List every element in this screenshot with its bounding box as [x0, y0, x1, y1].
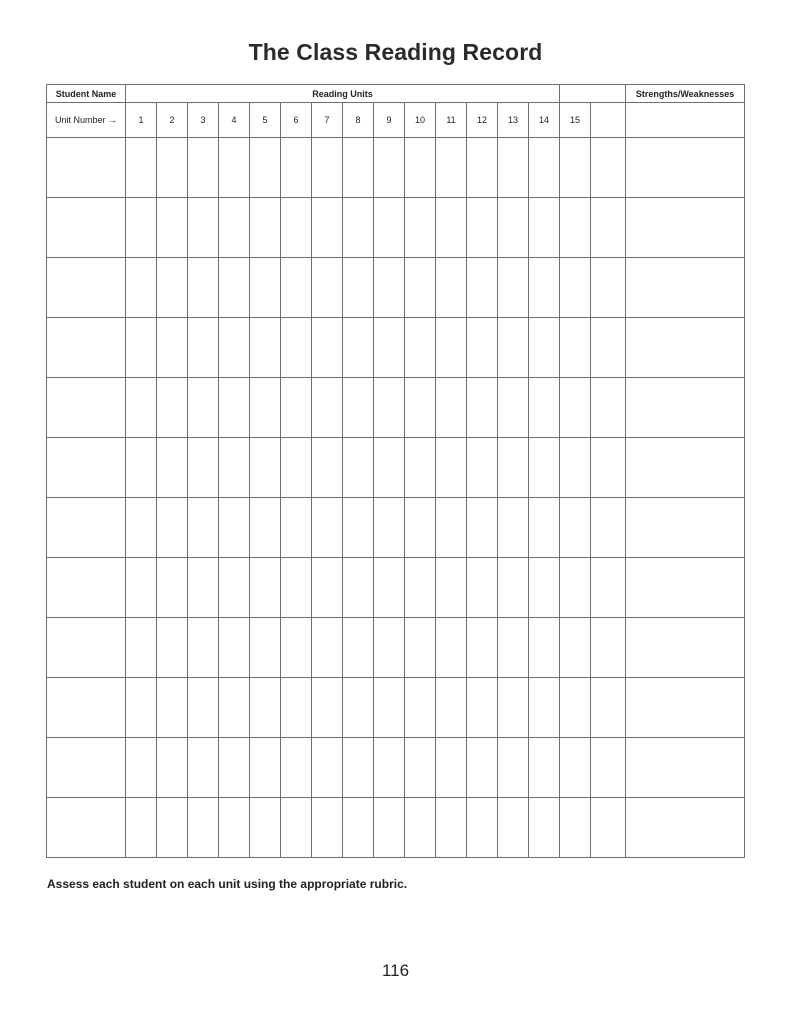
unit-score-cell	[529, 318, 560, 378]
unit-score-cell	[157, 378, 188, 438]
unit-number-cell: 2	[157, 103, 188, 138]
unit-number-cell: 13	[498, 103, 529, 138]
reading-units-header: Reading Units	[126, 85, 560, 103]
student-name-cell	[47, 378, 126, 438]
unit-score-cell	[467, 438, 498, 498]
strengths-weaknesses-cell	[626, 318, 745, 378]
unit-score-cell	[250, 618, 281, 678]
unit-score-cell	[529, 378, 560, 438]
unit-score-cell	[281, 738, 312, 798]
blank-cell	[591, 138, 626, 198]
strengths-weaknesses-cell	[626, 258, 745, 318]
unit-score-cell	[436, 618, 467, 678]
unit-score-cell	[529, 198, 560, 258]
blank-cell	[591, 318, 626, 378]
blank-cell	[591, 678, 626, 738]
unit-score-cell	[560, 258, 591, 318]
unit-number-cell: 7	[312, 103, 343, 138]
unit-score-cell	[498, 798, 529, 858]
unit-score-cell	[157, 798, 188, 858]
student-name-cell	[47, 438, 126, 498]
unit-score-cell	[188, 678, 219, 738]
unit-score-cell	[157, 558, 188, 618]
unit-score-cell	[281, 138, 312, 198]
unit-score-cell	[281, 378, 312, 438]
unit-score-cell	[529, 138, 560, 198]
unit-score-cell	[405, 798, 436, 858]
unit-score-cell	[374, 378, 405, 438]
unit-score-cell	[560, 378, 591, 438]
unit-score-cell	[343, 378, 374, 438]
unit-score-cell	[374, 438, 405, 498]
student-name-cell	[47, 498, 126, 558]
strengths-weaknesses-cell	[626, 378, 745, 438]
student-row	[47, 738, 745, 798]
unit-score-cell	[188, 498, 219, 558]
strengths-weaknesses-cell	[626, 798, 745, 858]
unit-number-cell: 15	[560, 103, 591, 138]
unit-number-cell: 1	[126, 103, 157, 138]
unit-score-cell	[405, 498, 436, 558]
unit-score-cell	[374, 138, 405, 198]
unit-score-cell	[312, 438, 343, 498]
unit-score-cell	[188, 378, 219, 438]
blank-header-cell	[560, 85, 626, 103]
unit-score-cell	[498, 618, 529, 678]
unit-score-cell	[219, 438, 250, 498]
unit-score-cell	[405, 378, 436, 438]
unit-score-cell	[374, 318, 405, 378]
student-row	[47, 618, 745, 678]
unit-score-cell	[126, 618, 157, 678]
unit-score-cell	[467, 558, 498, 618]
unit-number-cell: 10	[405, 103, 436, 138]
unit-score-cell	[219, 198, 250, 258]
unit-score-cell	[467, 258, 498, 318]
unit-score-cell	[436, 798, 467, 858]
strengths-weaknesses-header: Strengths/Weaknesses	[626, 85, 745, 103]
unit-score-cell	[405, 738, 436, 798]
unit-score-cell	[343, 198, 374, 258]
unit-score-cell	[312, 138, 343, 198]
unit-score-cell	[250, 678, 281, 738]
unit-score-cell	[281, 318, 312, 378]
blank-cell	[591, 738, 626, 798]
strengths-weaknesses-cell	[626, 678, 745, 738]
unit-score-cell	[219, 378, 250, 438]
unit-score-cell	[374, 498, 405, 558]
unit-score-cell	[157, 738, 188, 798]
unit-score-cell	[312, 738, 343, 798]
unit-score-cell	[560, 738, 591, 798]
unit-score-cell	[529, 498, 560, 558]
unit-score-cell	[405, 198, 436, 258]
strengths-weaknesses-cell	[626, 198, 745, 258]
unit-score-cell	[250, 258, 281, 318]
unit-score-cell	[405, 678, 436, 738]
unit-score-cell	[126, 138, 157, 198]
unit-score-cell	[219, 258, 250, 318]
unit-score-cell	[281, 678, 312, 738]
unit-score-cell	[374, 798, 405, 858]
unit-score-cell	[343, 618, 374, 678]
student-row	[47, 198, 745, 258]
unit-score-cell	[560, 138, 591, 198]
blank-cell	[591, 798, 626, 858]
blank-cell	[591, 198, 626, 258]
unit-score-cell	[250, 558, 281, 618]
unit-score-cell	[250, 378, 281, 438]
unit-score-cell	[529, 438, 560, 498]
unit-score-cell	[467, 618, 498, 678]
unit-score-cell	[188, 558, 219, 618]
unit-score-cell	[498, 318, 529, 378]
unit-score-cell	[343, 138, 374, 198]
unit-score-cell	[560, 678, 591, 738]
unit-score-cell	[281, 498, 312, 558]
unit-score-cell	[312, 258, 343, 318]
unit-score-cell	[560, 198, 591, 258]
unit-score-cell	[343, 258, 374, 318]
unit-score-cell	[343, 798, 374, 858]
unit-score-cell	[343, 318, 374, 378]
unit-score-cell	[374, 258, 405, 318]
unit-score-cell	[157, 318, 188, 378]
instruction-note: Assess each student on each unit using the appropriate rubric.	[47, 877, 408, 891]
strengths-weaknesses-cell	[626, 558, 745, 618]
blank-cell	[591, 498, 626, 558]
strengths-weaknesses-cell	[626, 138, 745, 198]
unit-score-cell	[467, 738, 498, 798]
unit-score-cell	[126, 498, 157, 558]
strengths-weaknesses-cell	[626, 438, 745, 498]
unit-score-cell	[219, 138, 250, 198]
student-row	[47, 798, 745, 858]
unit-score-cell	[529, 798, 560, 858]
student-name-cell	[47, 618, 126, 678]
unit-score-cell	[343, 558, 374, 618]
unit-score-cell	[188, 138, 219, 198]
unit-score-cell	[498, 258, 529, 318]
unit-score-cell	[219, 618, 250, 678]
unit-score-cell	[312, 798, 343, 858]
student-name-header: Student Name	[47, 85, 126, 103]
student-name-cell	[47, 798, 126, 858]
unit-score-cell	[436, 258, 467, 318]
unit-score-cell	[560, 558, 591, 618]
unit-score-cell	[405, 438, 436, 498]
unit-score-cell	[405, 318, 436, 378]
unit-score-cell	[312, 618, 343, 678]
reading-record-table	[46, 84, 745, 858]
unit-score-cell	[529, 258, 560, 318]
unit-score-cell	[157, 138, 188, 198]
student-name-cell	[47, 258, 126, 318]
page-number: 116	[381, 961, 410, 980]
unit-score-cell	[498, 438, 529, 498]
unit-score-cell	[405, 258, 436, 318]
unit-score-cell	[529, 738, 560, 798]
student-name-cell	[47, 558, 126, 618]
unit-score-cell	[312, 558, 343, 618]
unit-score-cell	[436, 138, 467, 198]
unit-score-cell	[436, 558, 467, 618]
student-row	[47, 138, 745, 198]
student-name-cell	[47, 318, 126, 378]
blank-cell	[591, 258, 626, 318]
unit-number-cell: 6	[281, 103, 312, 138]
unit-score-cell	[374, 738, 405, 798]
unit-score-cell	[436, 438, 467, 498]
student-name-cell	[47, 738, 126, 798]
header-row	[47, 85, 745, 103]
unit-score-cell	[250, 438, 281, 498]
unit-score-cell	[219, 498, 250, 558]
unit-score-cell	[529, 558, 560, 618]
unit-score-cell	[467, 798, 498, 858]
unit-score-cell	[560, 438, 591, 498]
blank-cell	[591, 558, 626, 618]
unit-score-cell	[219, 318, 250, 378]
unit-score-cell	[188, 618, 219, 678]
unit-score-cell	[219, 738, 250, 798]
unit-score-cell	[529, 618, 560, 678]
unit-number-cell: 9	[374, 103, 405, 138]
student-row	[47, 378, 745, 438]
page-title: The Class Reading Record	[248, 39, 543, 65]
unit-score-cell	[281, 198, 312, 258]
unit-number-cell: 14	[529, 103, 560, 138]
unit-score-cell	[157, 438, 188, 498]
unit-score-cell	[126, 798, 157, 858]
unit-score-cell	[436, 198, 467, 258]
unit-number-cell: 3	[188, 103, 219, 138]
unit-number-cell: 8	[343, 103, 374, 138]
unit-score-cell	[560, 798, 591, 858]
blank-cell	[591, 438, 626, 498]
unit-score-cell	[467, 318, 498, 378]
unit-score-cell	[467, 198, 498, 258]
unit-score-cell	[343, 438, 374, 498]
unit-score-cell	[436, 498, 467, 558]
unit-score-cell	[157, 678, 188, 738]
unit-score-cell	[157, 198, 188, 258]
unit-score-cell	[436, 378, 467, 438]
unit-score-cell	[250, 498, 281, 558]
unit-score-cell	[250, 798, 281, 858]
strengths-weaknesses-cell	[626, 498, 745, 558]
unit-number-cell: 4	[219, 103, 250, 138]
unit-number-label: Unit Number →	[47, 103, 126, 138]
student-name-cell	[47, 198, 126, 258]
unit-score-cell	[250, 198, 281, 258]
unit-score-cell	[250, 138, 281, 198]
unit-number-row	[47, 103, 745, 138]
unit-score-cell	[467, 678, 498, 738]
unit-score-cell	[126, 438, 157, 498]
unit-score-cell	[281, 558, 312, 618]
student-row	[47, 558, 745, 618]
unit-score-cell	[405, 138, 436, 198]
unit-score-cell	[188, 798, 219, 858]
unit-score-cell	[467, 498, 498, 558]
unit-score-cell	[188, 318, 219, 378]
unit-row-strengths-cell	[626, 103, 745, 138]
unit-score-cell	[374, 198, 405, 258]
unit-score-cell	[281, 258, 312, 318]
unit-score-cell	[126, 198, 157, 258]
student-row	[47, 678, 745, 738]
student-row	[47, 318, 745, 378]
unit-score-cell	[374, 678, 405, 738]
student-name-cell	[47, 678, 126, 738]
unit-score-cell	[126, 318, 157, 378]
unit-score-cell	[126, 678, 157, 738]
unit-score-cell	[467, 378, 498, 438]
unit-score-cell	[281, 438, 312, 498]
unit-score-cell	[374, 618, 405, 678]
unit-score-cell	[560, 618, 591, 678]
unit-row-blank-cell	[591, 103, 626, 138]
blank-cell	[591, 378, 626, 438]
unit-score-cell	[126, 258, 157, 318]
unit-score-cell	[405, 618, 436, 678]
unit-score-cell	[188, 258, 219, 318]
unit-number-cell: 5	[250, 103, 281, 138]
unit-score-cell	[343, 738, 374, 798]
unit-score-cell	[126, 738, 157, 798]
unit-score-cell	[312, 198, 343, 258]
unit-score-cell	[219, 558, 250, 618]
unit-score-cell	[126, 558, 157, 618]
unit-score-cell	[498, 198, 529, 258]
unit-score-cell	[312, 678, 343, 738]
unit-score-cell	[188, 198, 219, 258]
unit-score-cell	[467, 138, 498, 198]
unit-score-cell	[498, 498, 529, 558]
student-name-cell	[47, 138, 126, 198]
unit-score-cell	[374, 558, 405, 618]
unit-score-cell	[157, 258, 188, 318]
unit-score-cell	[343, 678, 374, 738]
unit-score-cell	[498, 378, 529, 438]
unit-number-cell: 11	[436, 103, 467, 138]
unit-score-cell	[250, 318, 281, 378]
unit-score-cell	[498, 678, 529, 738]
unit-number-cell: 12	[467, 103, 498, 138]
unit-score-cell	[498, 558, 529, 618]
unit-score-cell	[188, 438, 219, 498]
student-row	[47, 498, 745, 558]
student-row	[47, 258, 745, 318]
unit-score-cell	[157, 618, 188, 678]
student-row	[47, 438, 745, 498]
strengths-weaknesses-cell	[626, 738, 745, 798]
unit-score-cell	[219, 798, 250, 858]
unit-score-cell	[529, 678, 560, 738]
unit-score-cell	[436, 738, 467, 798]
unit-score-cell	[219, 678, 250, 738]
unit-score-cell	[560, 498, 591, 558]
strengths-weaknesses-cell	[626, 618, 745, 678]
unit-score-cell	[312, 378, 343, 438]
unit-score-cell	[436, 318, 467, 378]
unit-score-cell	[188, 738, 219, 798]
unit-score-cell	[312, 498, 343, 558]
unit-score-cell	[312, 318, 343, 378]
unit-score-cell	[281, 798, 312, 858]
blank-cell	[591, 618, 626, 678]
unit-score-cell	[343, 498, 374, 558]
unit-score-cell	[281, 618, 312, 678]
unit-score-cell	[250, 738, 281, 798]
unit-score-cell	[405, 558, 436, 618]
unit-score-cell	[436, 678, 467, 738]
unit-score-cell	[157, 498, 188, 558]
unit-score-cell	[560, 318, 591, 378]
unit-score-cell	[498, 138, 529, 198]
unit-score-cell	[126, 378, 157, 438]
unit-score-cell	[498, 738, 529, 798]
